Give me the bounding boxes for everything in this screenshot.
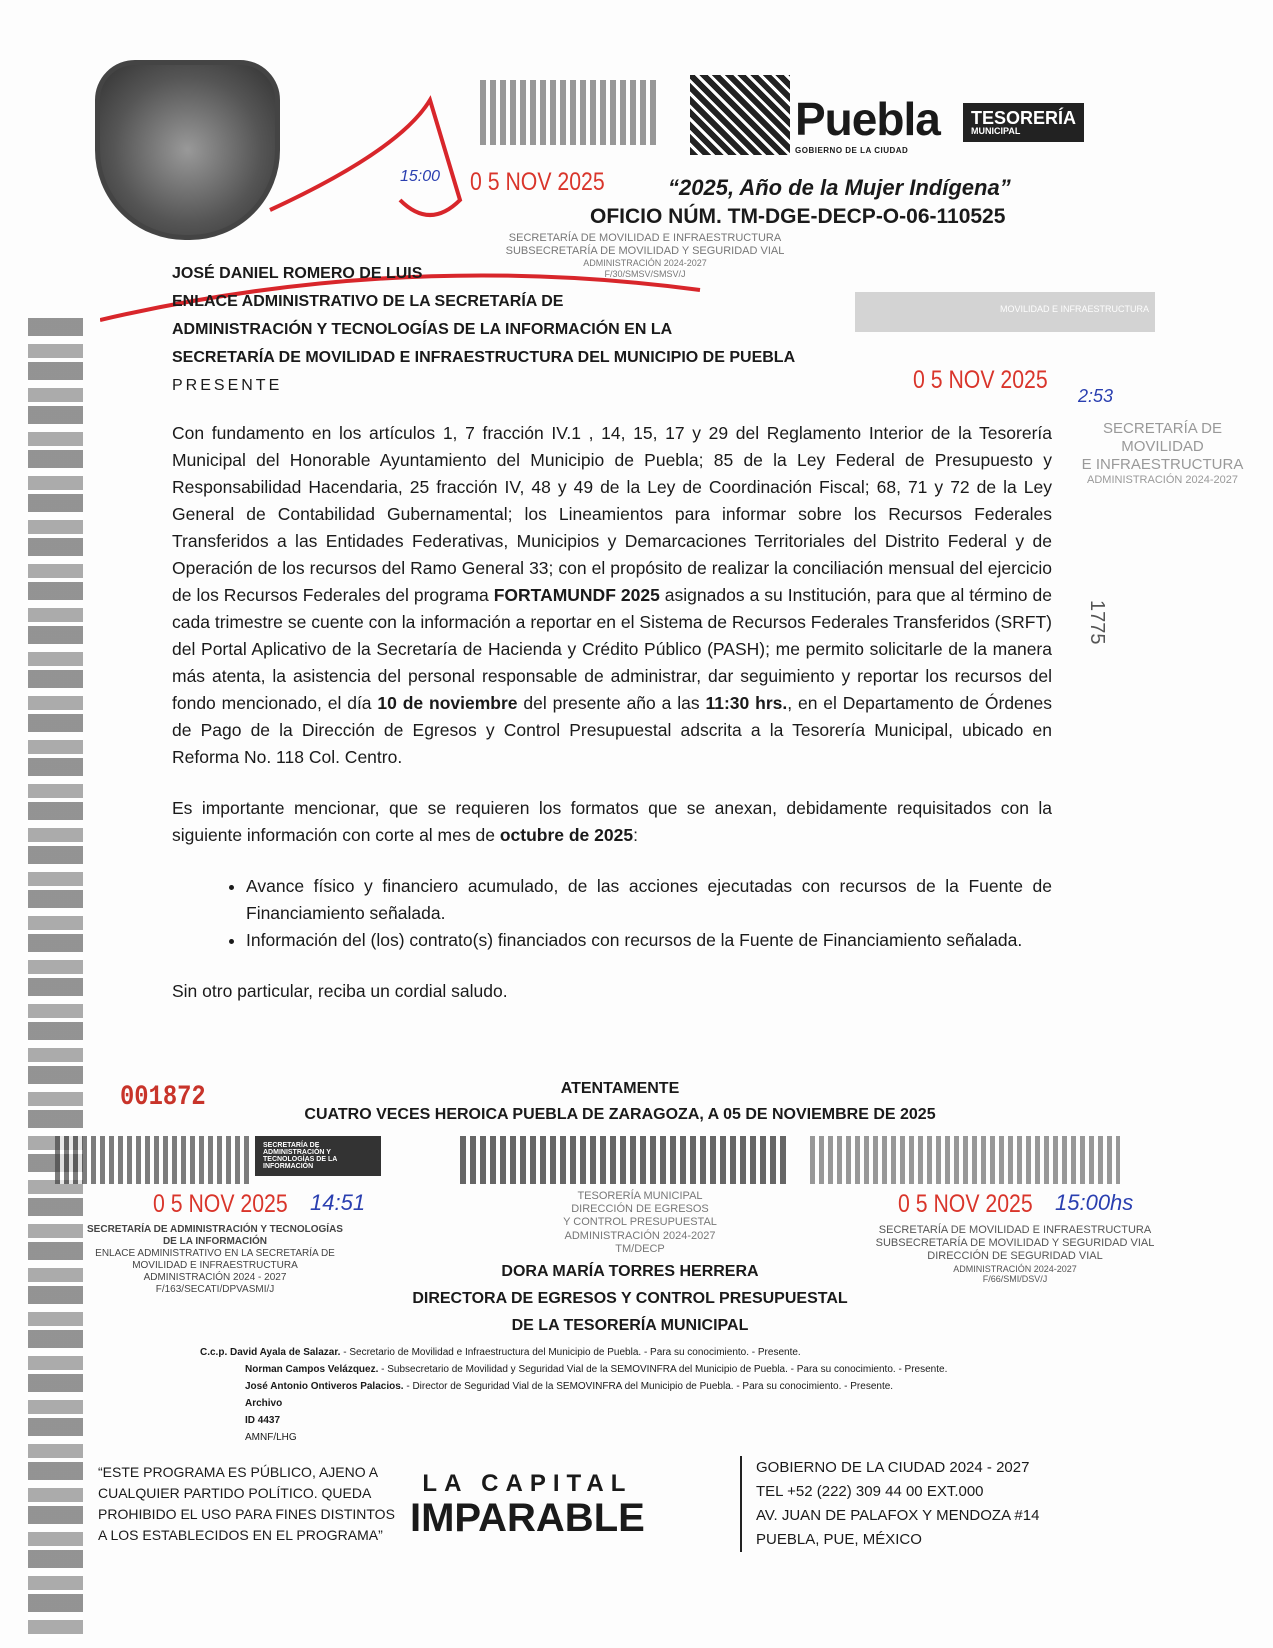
signer-block: DORA MARÍA TORRES HERRERA DIRECTORA DE EGRESOS Y CONTROL PRESUPUESTAL DE LA TESORERÍA MUNICIPAL: [412, 1263, 848, 1334]
date-stamp-bottom-left: 0 5 NOV 2025: [153, 1190, 288, 1218]
footer-disclaimer: “ESTE PROGRAMA ES PÚBLICO, AJENO A CUALQUIER PARTIDO POLÍTICO. QUEDA PROHIBIDO EL USO PARA FINES DISTINTOS A LOS ESTABLECIDOS EN EL PROGRAMA”: [98, 1464, 395, 1543]
city-logo-faded: [480, 80, 660, 145]
secati-badge: SECRETARÍA DE ADMINISTRACIÓN Y TECNOLOGÍAS DE LA INFORMACIÓN: [255, 1136, 381, 1176]
puebla-logo-center: [460, 1136, 790, 1184]
requirements-list: [172, 873, 1052, 954]
oficio-number: OFICIO NÚM. TM-DGE-DECP-O-06-110525: [590, 205, 1006, 228]
receipt-stamp-bottom-right: SECRETARÍA DE MOVILIDAD E INFRAESTRUCTURA SUBSECRETARÍA DE MOVILIDAD Y SEGURIDAD VIAL DIRECCIÓN DE SEGURIDAD VIAL ADMINISTRACIÓN 2024-2027 F/66/SMI/DSV/J: [875, 1224, 1155, 1285]
city-logo: Puebla GOBIERNO DE LA CIUDAD: [795, 93, 940, 155]
date-stamp-bottom-right: 0 5 NOV 2025: [898, 1190, 1033, 1218]
handwritten-time-bottom-left: 14:51: [310, 1190, 366, 1215]
letter-body: [172, 420, 1052, 1029]
cc-list: C.c.p. David Ayala de Salazar. - Secretario de Movilidad e Infraestructura del Municipio de Puebla. - Para su conocimiento. - Presente. Norman Campos Velázquez. - Subsecretario de Movilidad y Seguridad Vial de la SEMOVINFRA del Municipio de Puebla. - Para su conocimiento. - Presente. José Antonio Ontiveros Palacios. - Director de Seguridad Vial de la SEMOVINFRA del Municipio de Puebla. - Para su conocimiento. - Presente. Archivo ID 4437 AMNF/LHG: [200, 1347, 948, 1443]
puebla-logo-right: [810, 1136, 1120, 1184]
margin-number: 1775: [1086, 600, 1108, 645]
handwritten-time: 15:00: [400, 168, 441, 185]
date-stamp-right: 0 5 NOV 2025: [913, 366, 1048, 394]
addressee-block: JOSÉ DANIEL ROMERO DE LUIS ENLACE ADMINISTRATIVO DE LA SECRETARÍA DE ADMINISTRACIÓN Y TECNOLOGÍAS DE LA INFORMACIÓN EN LA SECRETARÍA DE MOVILIDAD E INFRAESTRUCTURA DEL MUNICIPIO DE PUEBLA PRESENTE: [172, 265, 796, 394]
handwritten-time-bottom-right: 15:00hs: [1055, 1190, 1134, 1215]
year-motto: “2025, Año de la Mujer Indígena”: [668, 175, 1011, 200]
paragraph-2: Es importante mencionar, que se requieren los formatos que se anexan, debidamente requisitados con la siguiente información con corte al mes de octubre de 2025:: [172, 798, 1052, 845]
paragraph-1: Con fundamento en los artículos 1, 7 fracción IV.1 , 14, 15, 17 y 29 del Reglamento Interior de la Tesorería Municipal del Honorable Ayuntamiento del Municipio de Puebla; 85 de la Ley Federal de Presupuesto y Responsabilidad Hacendaria, 25 fracción IV, 48 y 49 de la Ley de Coordinación Fiscal; 68, 71 y 72 de la Ley General de Contabilidad Gubernamental; los Lineamientos para informar sobre los Recursos Federales Transferidos a las Entidades Federativas, Municipios y Demarcaciones Territoriales del Distrito Federal y de Operación de los recursos del Ramo General 33; con el propósito de realizar la conciliación mensual del ejercicio de los Recursos Federales del programa FORTAMUNDF 2025 asignados a su Institución, para que al término de cada trimestre se cuente con la información a reportar en el Sistema de Recursos Federales Transferidos (SRFT) del Portal Aplicativo de la Secretaría de Hacienda y Crédito Público (PASH); me permito solicitarle de la manera más atenta, la asistencia del personal responsable de administrar, dar seguimiento y reportar los recursos del fondo mencionado, el día 10 de noviembre del presente año a las 11:30 hrs., en el Departamento de Órdenes de Pago de la Dirección de Egresos y Control Presupuestal adscrita a la Tesorería Municipal, ubicado en Reforma No. 118 Col. Centro.: [172, 423, 1052, 767]
list-item: • Avance físico y financiero acumulado, de las acciones ejecutadas con recursos de la Fuente de Financiamiento señalada.: [246, 873, 1052, 927]
receipt-stamp-top: SECRETARÍA DE MOVILIDAD E INFRAESTRUCTURA SUBSECRETARÍA DE MOVILIDAD Y SEGURIDAD VIAL ADMINISTRACIÓN 2024-2027 F/30/SMSV/SMSV/J: [505, 232, 785, 280]
city-seal: [95, 60, 280, 240]
tesoreria-seal: TESORERÍA MUNICIPAL DIRECCIÓN DE EGRESOS Y CONTROL PRESUPUESTAL ADMINISTRACIÓN 2024-2027 TM/DECP: [563, 1190, 717, 1255]
list-item: • Información del (los) contrato(s) financiados con recursos de la Fuente de Financiamiento señalada.: [246, 927, 1052, 954]
date-stamp: 0 5 NOV 2025: [470, 168, 605, 196]
decorative-border: [28, 318, 83, 1638]
footer-slogan: LA CAPITAL IMPARABLE: [410, 1470, 645, 1540]
puebla-logo-left: [55, 1136, 250, 1184]
tesoreria-badge: TESORERÍA MUNICIPAL: [963, 103, 1084, 142]
footer-contact: GOBIERNO DE LA CIUDAD 2024 - 2027 TEL +52 (222) 309 44 00 EXT.000 AV. JUAN DE PALAFOX Y MENDOZA #14 PUEBLA, PUE, MÉXICO: [740, 1456, 1039, 1552]
handwritten-time-right: 2:53: [1078, 386, 1114, 406]
closing: Sin otro particular, reciba un cordial saludo.: [172, 981, 508, 1001]
folio-number: 001872: [120, 1082, 206, 1113]
signature-header: ATENTAMENTE CUATRO VECES HEROICA PUEBLA DE ZARAGOZA, A 05 DE NOVIEMBRE DE 2025: [304, 1080, 936, 1123]
city-logo-emblem: [690, 75, 790, 155]
receipt-stamp-bottom-left: SECRETARÍA DE ADMINISTRACIÓN Y TECNOLOGÍAS DE LA INFORMACIÓN ENLACE ADMINISTRATIVO EN LA SECRETARÍA DE MOVILIDAD E INFRAESTRUCTURA ADMINISTRACIÓN 2024 - 2027 F/163/SECATI/DPVASMI/J: [87, 1224, 343, 1295]
receipt-stamp-right: SECRETARÍA DE MOVILIDAD E INFRAESTRUCTURA ADMINISTRACIÓN 2024-2027: [1081, 420, 1244, 486]
movilidad-logo-faded: MOVILIDAD E INFRAESTRUCTURA: [855, 292, 1155, 332]
